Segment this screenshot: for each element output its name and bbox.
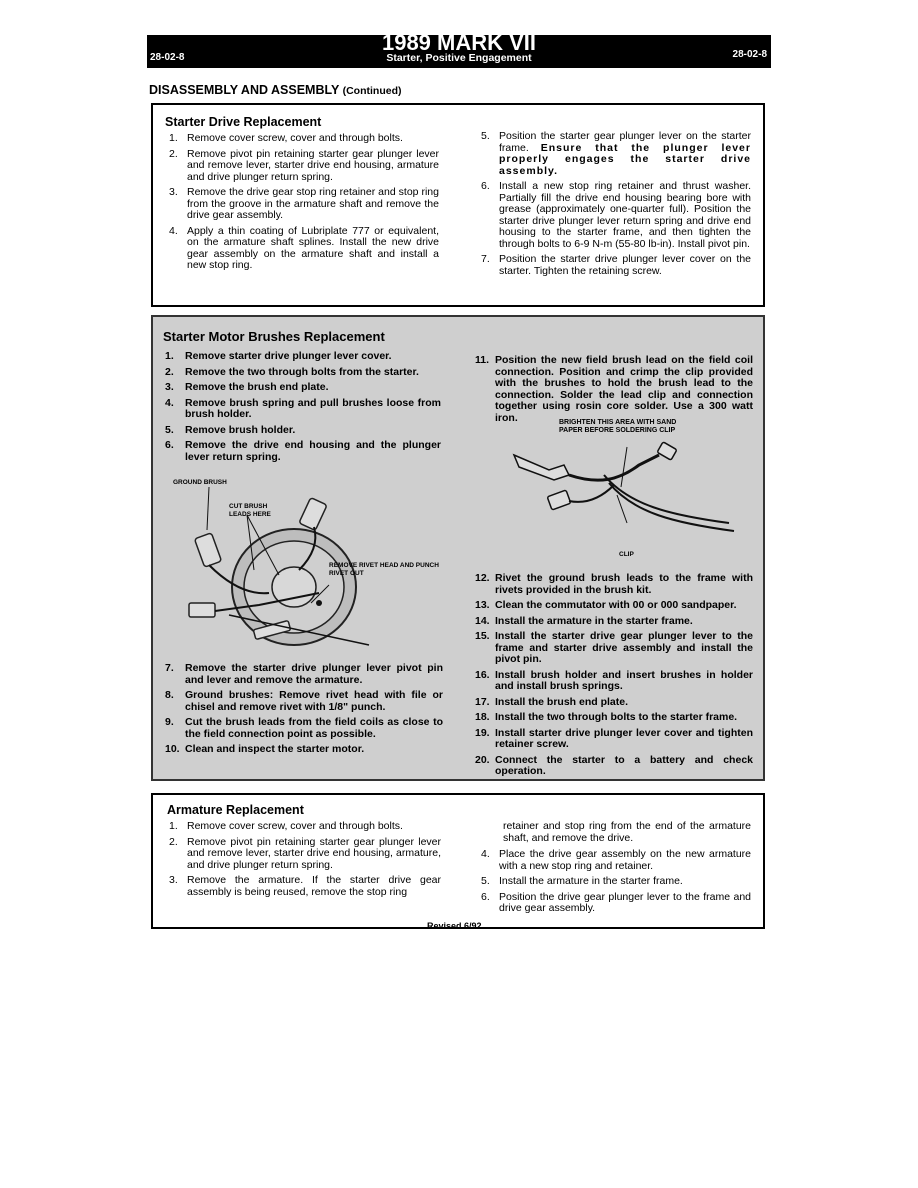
procedure-step <box>475 181 751 250</box>
starter-drive-right-column <box>475 131 751 281</box>
step-text-main: Place the drive gear assembly on the new armature with a new stop ring and retainer. <box>499 848 751 872</box>
step-text-main: Clean and inspect the starter motor. <box>185 743 365 755</box>
step-number: 12. <box>475 572 490 584</box>
procedure-step <box>161 367 441 379</box>
step-text <box>187 837 441 872</box>
step-text <box>185 367 441 379</box>
step-text-main: Ground brushes: Remove rivet head with file or chisel and remove rivet with 1/8" punch. <box>185 689 443 713</box>
step-text <box>185 744 443 756</box>
clip-drawing <box>509 435 749 535</box>
step-number: 4. <box>165 396 174 409</box>
step-text <box>495 573 753 596</box>
step-text <box>495 755 753 778</box>
step-number: 20. <box>475 753 490 766</box>
step-text-main: Rivet the ground brush leads to the frame with rivets provided in the brush kit. <box>495 572 753 596</box>
step-text <box>499 254 751 277</box>
step-number: 3. <box>165 381 174 393</box>
clip-label: CLIP <box>619 551 634 558</box>
step-number: 1. <box>169 820 178 832</box>
step-text-main: Install a new stop ring retainer and thrust washer. Partially fill the drive end housing bearing bore with grease (approximately one-quarter full). Position the starter drive plunger lever return spring and drive end housing to the starter frame, and then tighten the through bolts to 6-9 N-m (55-80 lb-in). Install pivot pin. <box>499 180 751 250</box>
step-text-main: Remove pivot pin retaining starter gear plunger lever and remove lever, starter drive end housing, armature and drive plunger return spring. <box>187 147 439 183</box>
procedure-step <box>471 631 753 666</box>
step-number: 9. <box>165 716 174 728</box>
procedure-step <box>161 351 441 363</box>
section-heading-continued: (Continued) <box>342 85 402 97</box>
procedure-step <box>471 355 753 424</box>
step-text-main: Remove the drive end housing and the plunger lever return spring. <box>185 439 441 463</box>
step-text-main: Remove cover screw, cover and through bolts. <box>187 820 403 832</box>
starter-drive-left-column <box>163 133 439 276</box>
step-text-main: Remove pivot pin retaining starter gear plunger lever and remove lever, starter drive end housing, armature, and drive plunger return spring. <box>187 835 441 871</box>
step-text-main: Install the armature in the starter frame. <box>499 875 683 887</box>
brushes-left-top <box>161 351 441 467</box>
step-text <box>187 226 439 272</box>
procedure-step <box>163 821 441 833</box>
step-number: 16. <box>475 668 490 681</box>
step-text <box>185 351 441 363</box>
brushes-left-bottom <box>161 663 443 760</box>
step-text-main: Remove the armature. If the starter drive gear assembly is being reused, remove the stop ring <box>187 874 441 898</box>
armature-right-column <box>475 849 751 919</box>
step-number: 6. <box>165 439 174 451</box>
step-text <box>185 440 441 463</box>
brushes-right-bottom <box>471 573 753 782</box>
step-text-main: Cut the brush leads from the field coils as close to the field connection point as possible. <box>185 716 443 740</box>
step-number: 13. <box>475 599 490 611</box>
step-text-main: Install the brush end plate. <box>495 695 629 708</box>
step-text <box>499 876 751 888</box>
armature-box <box>151 793 765 929</box>
procedure-step <box>471 600 753 612</box>
step-text <box>187 133 439 145</box>
procedure-step <box>471 697 753 709</box>
ground-brush-label: GROUND BRUSH <box>173 479 227 486</box>
step-text <box>495 355 753 424</box>
page-number-left: 28-02-8 <box>150 52 185 63</box>
procedure-step <box>161 744 443 756</box>
procedure-step <box>475 892 751 915</box>
step-number: 3. <box>169 874 178 886</box>
step-text-main: Remove cover screw, cover and through bolts. <box>187 132 403 144</box>
step-text-main: Install the starter drive gear plunger lever to the frame and starter drive assembly and install the pivot pin. <box>495 630 753 665</box>
cut-brush-label: CUT BRUSH LEADS HERE <box>229 503 271 518</box>
step-text-main: Remove the drive gear stop ring retainer and stop ring from the groove in the armature shaft and remove the drive gear assembly. <box>187 186 439 221</box>
procedure-step <box>163 187 439 222</box>
procedure-step <box>471 616 753 628</box>
step-text-emphasis: Ensure that the plunger lever properly engages the starter drive assembly. <box>499 141 751 177</box>
remove-rivet-label: REMOVE RIVET HEAD AND PUNCH RIVET OUT <box>329 562 439 577</box>
step-text <box>499 892 751 915</box>
step-text-main: Install the armature in the starter frame. <box>495 614 693 627</box>
step-text-main: Install starter drive plunger lever cover and tighten retainer screw. <box>495 726 753 750</box>
step-number: 2. <box>165 365 174 378</box>
brushes-box <box>151 315 765 781</box>
procedure-step <box>163 133 439 145</box>
step-number: 18. <box>475 711 490 723</box>
step-number: 7. <box>165 662 174 674</box>
step-text <box>187 821 441 833</box>
step-text-main: Remove the brush end plate. <box>185 381 329 393</box>
procedure-step <box>163 226 439 272</box>
step-text <box>495 600 753 612</box>
brighten-note: BRIGHTEN THIS AREA WITH SAND PAPER BEFORE SOLDERING CLIP <box>559 419 677 434</box>
step-text <box>499 181 751 250</box>
step-text <box>499 849 751 872</box>
step-number: 5. <box>481 130 490 142</box>
step-number: 19. <box>475 726 490 739</box>
brushes-right-top <box>471 355 753 428</box>
armature-title: Armature Replacement <box>167 803 304 817</box>
step-text-main: Install the two through bolts to the starter frame. <box>495 711 738 723</box>
step-number: 2. <box>169 835 178 848</box>
procedure-step <box>161 663 443 686</box>
starter-drive-box <box>151 103 765 307</box>
step-number: 4. <box>481 848 490 860</box>
procedure-step <box>471 728 753 751</box>
step-text <box>495 728 753 751</box>
section-heading-text: DISASSEMBLY AND ASSEMBLY <box>149 83 340 97</box>
step-number: 6. <box>481 890 490 903</box>
step-number: 7. <box>481 253 490 265</box>
procedure-step <box>471 755 753 778</box>
step-text-main: Install brush holder and insert brushes in holder and install brush springs. <box>495 668 753 692</box>
procedure-step <box>163 875 441 898</box>
step-text <box>495 712 753 724</box>
step-text <box>495 670 753 693</box>
step-text <box>495 697 753 709</box>
procedure-step <box>471 670 753 693</box>
step-number: 2. <box>169 147 178 160</box>
step-number: 4. <box>169 224 178 237</box>
step-text-main: Remove brush holder. <box>185 423 296 436</box>
step-number: 8. <box>165 689 174 701</box>
step-number: 5. <box>481 875 490 887</box>
step-number: 11. <box>475 354 490 366</box>
clip-figure <box>509 435 749 535</box>
header-rule <box>147 65 771 68</box>
step-text-main: Position the starter gear plunger lever on the starter frame. <box>499 130 751 154</box>
step-number: 3. <box>169 186 178 198</box>
step-text <box>187 187 439 222</box>
step-number: 15. <box>475 630 490 642</box>
starter-drive-title: Starter Drive Replacement <box>165 115 322 129</box>
step-number: 14. <box>475 614 490 627</box>
step-text <box>185 663 443 686</box>
page-subtitle: Starter, Positive Engagement <box>386 52 532 64</box>
step-text <box>187 149 439 184</box>
armature-continuation: retainer and stop ring from the end of the armature shaft, and remove the drive. <box>503 820 751 844</box>
page-number-right: 28-02-8 <box>732 49 767 60</box>
step-text-main: Clean the commutator with 00 or 000 sandpaper. <box>495 599 737 611</box>
revision-footer: Revised 6/92 <box>427 921 482 931</box>
step-text <box>185 398 441 421</box>
procedure-step <box>163 149 439 184</box>
procedure-step <box>471 712 753 724</box>
manual-page <box>147 30 771 933</box>
armature-left-column <box>163 821 441 902</box>
step-text-main: Connect the starter to a battery and check operation. <box>495 753 753 777</box>
step-text <box>499 131 751 177</box>
step-text <box>187 875 441 898</box>
procedure-step <box>161 690 443 713</box>
step-text-main: Position the new field brush lead on the field coil connection. Position and crimp the clip provided with the brushes to hold the brush lead to the connection. Solder the lead clip and connection together using rosin core solder. Use a 300 watt iron. <box>495 354 753 424</box>
procedure-step <box>163 837 441 872</box>
step-text <box>185 425 441 437</box>
step-text-main: Apply a thin coating of Lubriplate 777 or equivalent, on the armature shaft splines. Install the new drive gear assembly on the armature shaft and install a new stop ring. <box>187 224 439 271</box>
procedure-step <box>161 440 441 463</box>
step-text-main: Remove the starter drive plunger lever pivot pin and lever and remove the armature. <box>185 662 443 686</box>
procedure-step <box>475 876 751 888</box>
step-text-main: Position the starter drive plunger lever cover on the starter. Tighten the retaining screw. <box>499 253 751 277</box>
step-text <box>185 382 441 394</box>
step-text-main: Remove the two through bolts from the starter. <box>185 365 419 378</box>
step-text <box>185 717 443 740</box>
procedure-step <box>475 254 751 277</box>
procedure-step <box>161 398 441 421</box>
page-title: 1989 MARK VII <box>381 30 537 55</box>
step-number: 1. <box>165 350 174 362</box>
step-number: 10. <box>165 743 180 755</box>
procedure-step <box>475 849 751 872</box>
step-number: 5. <box>165 423 174 436</box>
step-text-main: Remove starter drive plunger lever cover. <box>185 350 392 362</box>
step-text-main: Position the drive gear plunger lever to the frame and drive gear assembly. <box>499 890 751 914</box>
procedure-step <box>475 131 751 177</box>
procedure-step <box>471 573 753 596</box>
procedure-step <box>161 717 443 740</box>
step-text <box>185 690 443 713</box>
brushes-title: Starter Motor Brushes Replacement <box>163 329 385 344</box>
procedure-step <box>161 425 441 437</box>
step-text-main: Remove brush spring and pull brushes loose from brush holder. <box>185 396 441 420</box>
step-number: 1. <box>169 132 178 144</box>
step-number: 17. <box>475 695 490 708</box>
step-text <box>495 616 753 628</box>
step-number: 6. <box>481 180 490 192</box>
section-heading <box>149 83 402 97</box>
step-text <box>495 631 753 666</box>
procedure-step <box>161 382 441 394</box>
